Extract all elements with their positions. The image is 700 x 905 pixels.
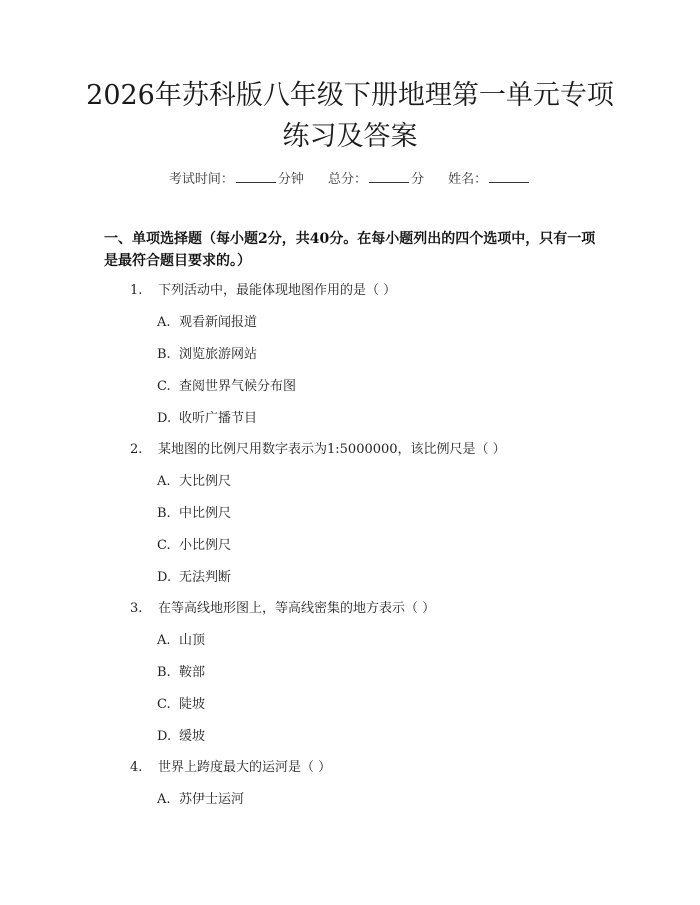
option-3-a[interactable] (157, 631, 205, 651)
exam-info-row (0, 168, 700, 190)
option-text: 陡坡 (179, 697, 206, 712)
option-3-b[interactable] (157, 663, 205, 683)
question-text: 某地图的比例尺用数字表示为1:5000000，该比例尺是（ ） (158, 442, 506, 457)
option-letter: D. (157, 729, 172, 744)
question-1 (130, 281, 396, 301)
total-score-unit: 分 (411, 172, 425, 187)
option-letter: C. (157, 538, 171, 553)
option-text: 缓坡 (179, 729, 206, 744)
option-2-b[interactable] (157, 504, 231, 524)
exam-time-blank[interactable] (236, 168, 276, 183)
option-letter: B. (157, 665, 171, 680)
option-1-a[interactable] (157, 313, 257, 333)
question-number: 4. (130, 760, 143, 775)
option-2-a[interactable] (157, 472, 231, 492)
question-text: 在等高线地形图上，等高线密集的地方表示（ ） (158, 601, 436, 616)
student-name-label: 姓名： (448, 172, 488, 187)
option-text: 中比例尺 (179, 506, 232, 521)
question-text: 下列活动中，最能体现地图作用的是（ ） (158, 283, 397, 298)
option-1-c[interactable] (157, 377, 296, 397)
option-letter: D. (157, 411, 172, 426)
student-name-blank[interactable] (489, 168, 529, 183)
question-3 (130, 599, 435, 619)
option-text: 大比例尺 (179, 474, 232, 489)
exam-time-field (169, 168, 304, 190)
option-2-c[interactable] (157, 536, 231, 556)
option-3-c[interactable] (157, 695, 205, 715)
option-text: 无法判断 (179, 570, 232, 585)
question-text: 世界上跨度最大的运河是（ ） (158, 760, 332, 775)
option-text: 观看新闻报道 (179, 315, 258, 330)
option-4-a[interactable] (157, 790, 244, 810)
option-text: 查阅世界气候分布图 (179, 379, 297, 394)
option-letter: A. (157, 633, 171, 648)
question-4 (130, 758, 331, 778)
option-text: 山顶 (179, 633, 206, 648)
section-heading: 一、单项选择题（每小题2分，共40分。在每小题列出的四个选项中，只有一项是最符合题目要求的。） (104, 231, 596, 269)
option-3-d[interactable] (157, 727, 205, 747)
question-number: 3. (130, 601, 143, 616)
option-1-d[interactable] (157, 409, 257, 429)
student-name-field (448, 168, 531, 190)
total-score-field (328, 168, 424, 190)
exam-time-unit: 分钟 (277, 172, 304, 187)
option-text: 小比例尺 (179, 538, 232, 553)
question-number: 1. (130, 283, 143, 298)
option-2-d[interactable] (157, 568, 231, 588)
option-text: 收听广播节目 (179, 411, 258, 426)
option-letter: C. (157, 697, 171, 712)
option-letter: A. (157, 474, 171, 489)
option-text: 苏伊士运河 (179, 792, 245, 807)
option-letter: C. (157, 379, 171, 394)
option-letter: B. (157, 347, 171, 362)
option-letter: D. (157, 570, 172, 585)
exam-time-label: 考试时间： (168, 172, 234, 187)
option-text: 鞍部 (179, 665, 206, 680)
question-number: 2. (130, 442, 143, 457)
option-letter: B. (157, 506, 171, 521)
option-letter: A. (157, 792, 171, 807)
option-text: 浏览旅游网站 (179, 347, 258, 362)
option-letter: A. (157, 315, 171, 330)
question-2 (130, 440, 506, 460)
total-score-label: 总分： (327, 172, 367, 187)
page-title-line-1: 2026年苏科版八年级下册地理第一单元专项 (86, 80, 614, 111)
option-1-b[interactable] (157, 345, 257, 365)
page-title-line-2: 练习及答案 (282, 121, 418, 152)
total-score-blank[interactable] (369, 168, 409, 183)
